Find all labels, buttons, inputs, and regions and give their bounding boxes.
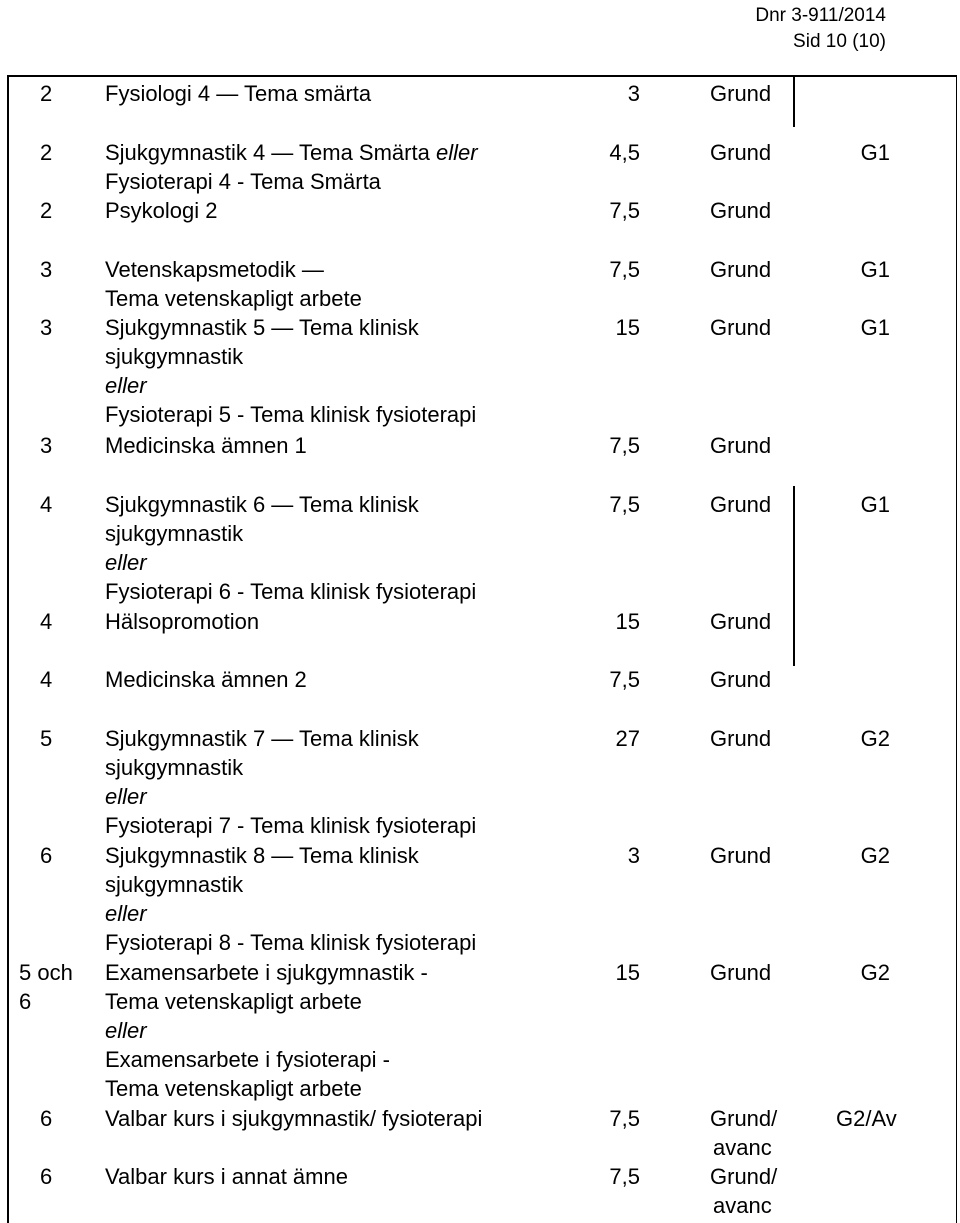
term-cell: 5 och [19, 960, 73, 985]
term-cell: 6 [19, 989, 32, 1014]
credits-cell: 3 [627, 81, 640, 106]
credits-cell: 3 [627, 843, 640, 868]
course-name: Sjukgymnastik 5 — Tema klinisk [105, 315, 419, 340]
course-name: Psykologi 2 [105, 198, 218, 223]
course-name: Valbar kurs i annat ämne [105, 1164, 348, 1189]
level-cell: Grund [710, 609, 772, 634]
course-name: Fysioterapi 5 - Tema klinisk fysioterapi [105, 402, 477, 427]
credits-cell: 7,5 [609, 198, 640, 223]
level-cell: Grund [710, 492, 772, 517]
credits-cell: 27 [615, 726, 640, 751]
table-divider [793, 486, 795, 666]
term-cell: 6 [40, 1164, 53, 1189]
table-left-border [7, 75, 9, 1223]
course-name: Examensarbete i fysioterapi - [105, 1047, 390, 1072]
term-cell: 5 [40, 726, 53, 751]
requirement-cell: G1 [860, 140, 890, 165]
level-cell: Grund [710, 726, 772, 751]
requirement-cell: G1 [860, 315, 890, 340]
credits-cell: 7,5 [609, 433, 640, 458]
level-cell: avanc [713, 1193, 772, 1218]
credits-cell: 15 [615, 609, 640, 634]
level-cell: Grund [710, 960, 772, 985]
requirement-cell: G2 [860, 960, 890, 985]
level-cell: Grund [710, 81, 772, 106]
course-name: Sjukgymnastik 4 — Tema Smärta eller [105, 140, 478, 165]
credits-cell: 7,5 [609, 257, 640, 282]
credits-cell: 7,5 [609, 1106, 640, 1131]
course-name: Fysioterapi 4 - Tema Smärta [105, 169, 381, 194]
or-conjunction: eller [435, 140, 478, 165]
credits-cell: 15 [615, 315, 640, 340]
course-name: Medicinska ämnen 2 [105, 667, 307, 692]
credits-cell: 7,5 [609, 1164, 640, 1189]
table-divider [793, 75, 795, 127]
term-cell: 6 [40, 1106, 53, 1131]
level-cell: Grund [710, 315, 772, 340]
term-cell: 6 [40, 843, 53, 868]
level-cell: avanc [713, 1135, 772, 1160]
credits-cell: 4,5 [609, 140, 640, 165]
level-cell: Grund [710, 198, 772, 223]
credits-cell: 7,5 [609, 492, 640, 517]
requirement-cell: G2 [860, 843, 890, 868]
or-conjunction: eller [105, 784, 147, 809]
level-cell: Grund/ [710, 1106, 778, 1131]
term-cell: 4 [40, 492, 53, 517]
requirement-cell: G2 [860, 726, 890, 751]
level-cell: Grund [710, 667, 772, 692]
course-name: sjukgymnastik [105, 344, 244, 369]
table-top-border [7, 75, 957, 77]
course-name: Tema vetenskapligt arbete [105, 989, 362, 1014]
term-cell: 3 [40, 257, 53, 282]
course-name: Tema vetenskapligt arbete [105, 1076, 362, 1101]
level-cell: Grund [710, 433, 772, 458]
course-name: Tema vetenskapligt arbete [105, 286, 362, 311]
credits-cell: 15 [615, 960, 640, 985]
course-name: Sjukgymnastik 8 — Tema klinisk [105, 843, 419, 868]
term-cell: 2 [40, 140, 53, 165]
course-name: Fysiologi 4 — Tema smärta [105, 81, 372, 106]
credits-cell: 7,5 [609, 667, 640, 692]
course-name: Sjukgymnastik 7 — Tema klinisk [105, 726, 419, 751]
term-cell: 3 [40, 315, 53, 340]
level-cell: Grund [710, 140, 772, 165]
term-cell: 4 [40, 667, 53, 692]
level-cell: Grund [710, 843, 772, 868]
requirement-cell: G1 [860, 257, 890, 282]
course-name: Examensarbete i sjukgymnastik - [105, 960, 428, 985]
or-conjunction: eller [105, 550, 147, 575]
course-name: Sjukgymnastik 6 — Tema klinisk [105, 492, 419, 517]
level-cell: Grund [710, 257, 772, 282]
page-number: Sid 10 (10) [793, 31, 886, 52]
level-cell: Grund/ [710, 1164, 778, 1189]
course-name: Vetenskapsmetodik — [105, 257, 324, 282]
course-name: Valbar kurs i sjukgymnastik/ fysioterapi [105, 1106, 483, 1131]
course-name: Medicinska ämnen 1 [105, 433, 307, 458]
term-cell: 2 [40, 198, 53, 223]
course-name: Fysioterapi 8 - Tema klinisk fysioterapi [105, 930, 477, 955]
term-cell: 2 [40, 81, 53, 106]
course-name: Hälsopromotion [105, 609, 260, 634]
course-name: sjukgymnastik [105, 872, 244, 897]
requirement-cell: G1 [860, 492, 890, 517]
term-cell: 4 [40, 609, 53, 634]
or-conjunction: eller [105, 1018, 147, 1043]
document-number: Dnr 3-911/2014 [755, 5, 886, 26]
term-cell: 3 [40, 433, 53, 458]
requirement-cell: G2/Av [836, 1106, 897, 1131]
course-name: sjukgymnastik [105, 521, 244, 546]
or-conjunction: eller [105, 901, 147, 926]
course-name: Fysioterapi 7 - Tema klinisk fysioterapi [105, 813, 477, 838]
course-name: sjukgymnastik [105, 755, 244, 780]
or-conjunction: eller [105, 373, 147, 398]
course-name: Fysioterapi 6 - Tema klinisk fysioterapi [105, 579, 477, 604]
table-right-border [956, 75, 958, 1223]
